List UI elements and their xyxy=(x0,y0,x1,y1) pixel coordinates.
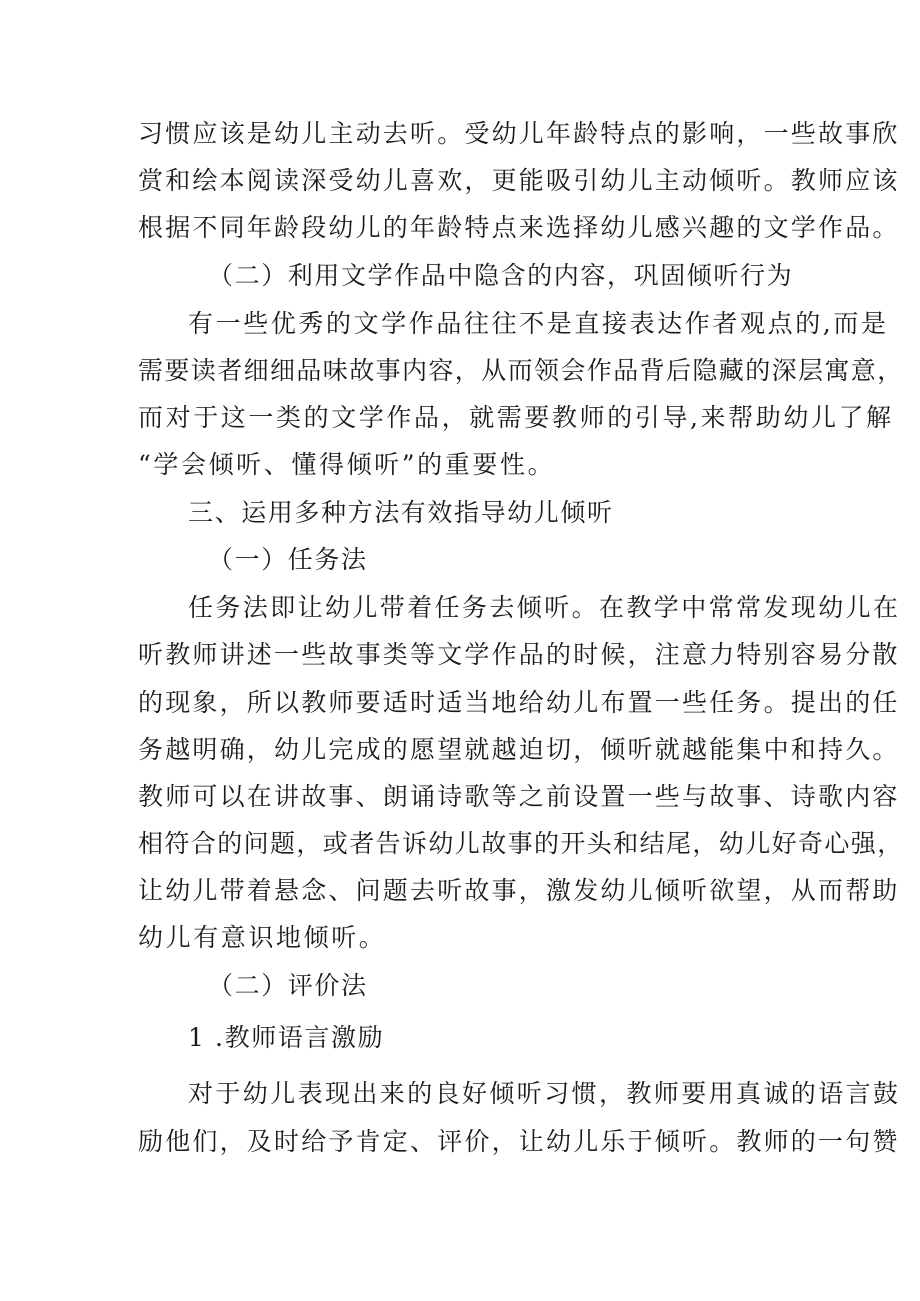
body-line: 习惯应该是幼儿主动去听。受幼儿年龄特点的影响，一些故事欣 xyxy=(138,119,900,148)
body-line: 而对于这一类的文学作品，就需要教师的引导,来帮助幼儿了解 xyxy=(138,403,894,432)
body-line: 幼儿有意识地倾听。 xyxy=(138,923,387,952)
body-line: 任务法即让幼儿带着任务去倾听。在教学中常常发现幼儿在 xyxy=(188,593,901,622)
body-line: 教师可以在讲故事、朗诵诗歌等之前设置一些与故事、诗歌内容 xyxy=(138,782,900,811)
subsection-heading: （一）任务法 xyxy=(208,545,368,574)
subsection-heading: （二）评价法 xyxy=(208,971,368,1000)
body-line: 根据不同年龄段幼儿的年龄特点来选择幼儿感兴趣的文学作品。 xyxy=(138,213,900,242)
body-line: 需要读者细细品味故事内容，从而领会作品背后隐藏的深层寓意， xyxy=(138,356,904,385)
body-line: 的现象，所以教师要适时适当地给幼儿布置一些任务。提出的任 xyxy=(138,688,900,717)
subsection-heading: （二）利用文学作品中隐含的内容，巩固倾听行为 xyxy=(208,261,794,290)
body-line: “学会倾听、懂得倾听”的重要性。 xyxy=(138,450,556,479)
body-line: 让幼儿带着悬念、问题去听故事，激发幼儿倾听欲望，从而帮助 xyxy=(138,876,900,905)
body-line: 赏和绘本阅读深受幼儿喜欢，更能吸引幼儿主动倾听。教师应该 xyxy=(138,166,900,195)
list-item-heading: 1 .教师语言激励 xyxy=(188,1023,385,1052)
body-line: 务越明确，幼儿完成的愿望就越迫切，倾听就越能集中和持久。 xyxy=(138,735,900,764)
body-line: 相符合的问题，或者告诉幼儿故事的开头和结尾，幼儿好奇心强， xyxy=(138,829,904,858)
body-line: 对于幼儿表现出来的良好倾听习惯，教师要用真诚的语言鼓 xyxy=(188,1079,901,1108)
section-heading: 三、运用多种方法有效指导幼儿倾听 xyxy=(188,498,614,527)
body-line: 有一些优秀的文学作品往往不是直接表达作者观点的,而是 xyxy=(188,309,889,338)
body-line: 励他们，及时给予肯定、评价，让幼儿乐于倾听。教师的一句赞 xyxy=(138,1127,900,1156)
body-line: 听教师讲述一些故事类等文学作品的时候，注意力特别容易分散 xyxy=(138,640,900,669)
